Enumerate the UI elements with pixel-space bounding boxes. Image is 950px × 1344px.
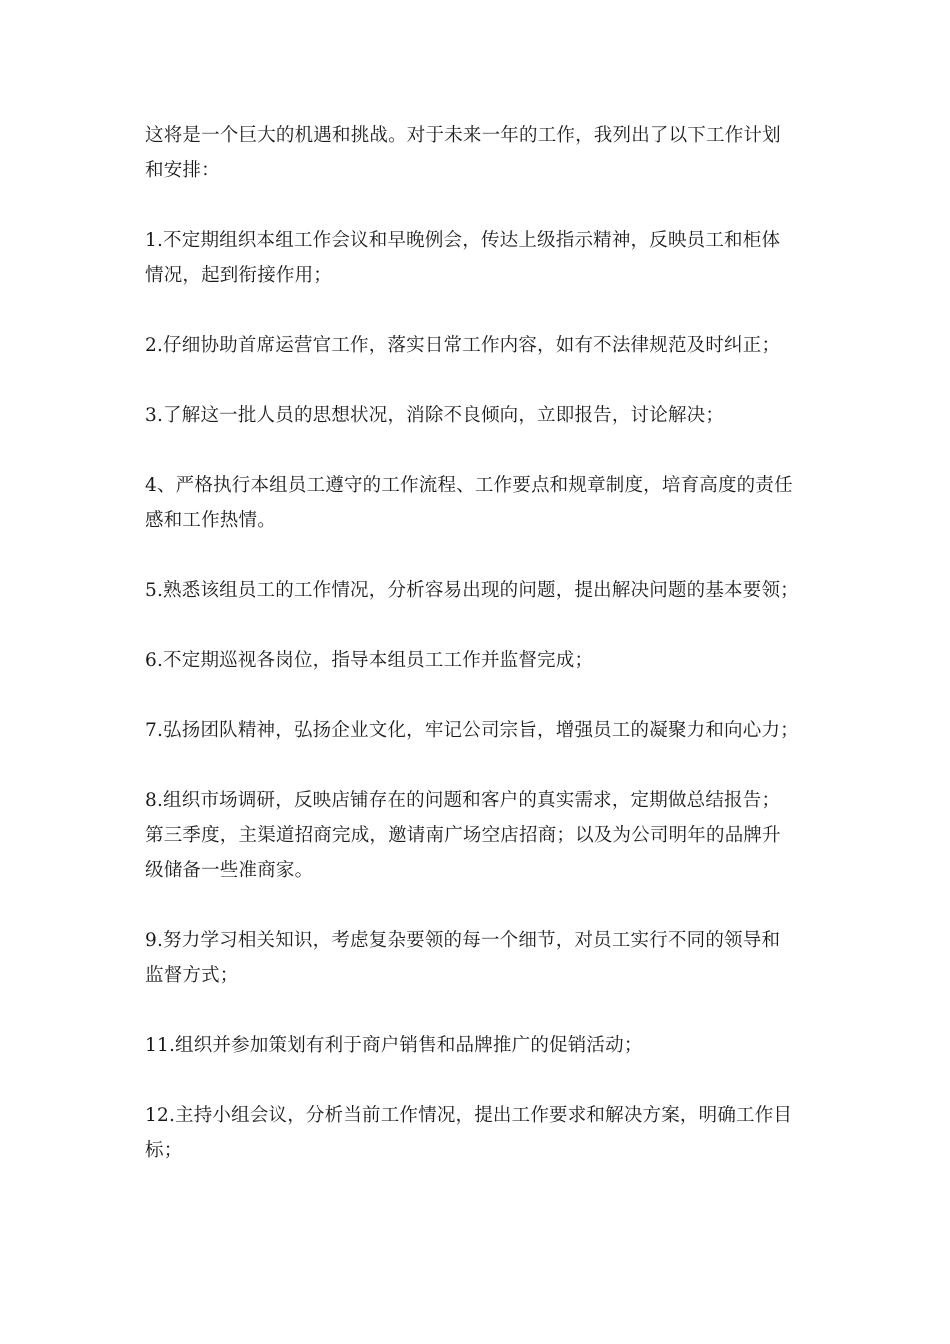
text-line: 8.组织市场调研，反映店铺存在的问题和客户的真实需求，定期做总结报告； bbox=[145, 790, 781, 811]
text-line: 2.仔细协助首席运营官工作，落实日常工作内容，如有不法律规范及时纠正； bbox=[145, 335, 781, 356]
text-line: 情况，起到衔接作用； bbox=[145, 265, 333, 286]
paragraph-item-6 bbox=[145, 643, 810, 678]
text-line: 标； bbox=[145, 1140, 183, 1161]
text-line: 12.主持小组会议，分析当前工作情况，提出工作要求和解决方案，明确工作目 bbox=[145, 1105, 793, 1126]
text-line: 第三季度，主渠道招商完成，邀请南广场空店招商；以及为公司明年的品牌升 bbox=[145, 825, 781, 846]
text-line: 感和工作热情。 bbox=[145, 510, 276, 531]
text-line: 级储备一些准商家。 bbox=[145, 860, 314, 881]
text-line: 1.不定期组织本组工作会议和早晚例会，传达上级指示精神，反映员工和柜体 bbox=[145, 230, 781, 251]
text-line: 7.弘扬团队精神，弘扬企业文化，牢记公司宗旨，增强员工的凝聚力和向心力； bbox=[145, 720, 799, 741]
paragraph-item-8 bbox=[145, 783, 810, 888]
paragraph-item-1 bbox=[145, 223, 810, 293]
paragraph-item-5 bbox=[145, 573, 810, 608]
paragraph-item-4 bbox=[145, 468, 810, 538]
paragraph-item-3 bbox=[145, 398, 810, 433]
text-line: 4、严格执行本组员工遵守的工作流程、工作要点和规章制度，培育高度的责任 bbox=[145, 475, 793, 496]
text-line: 11.组织并参加策划有利于商户销售和品牌推广的促销活动； bbox=[145, 1035, 643, 1056]
text-line: 和安排： bbox=[145, 160, 220, 181]
text-line: 这将是一个巨大的机遇和挑战。对于未来一年的工作，我列出了以下工作计划 bbox=[145, 125, 781, 146]
text-line: 9.努力学习相关知识，考虑复杂要领的每一个细节，对员工实行不同的领导和 bbox=[145, 930, 781, 951]
text-line: 3.了解这一批人员的思想状况，消除不良倾向，立即报告，讨论解决； bbox=[145, 405, 725, 426]
paragraph-item-9 bbox=[145, 923, 810, 993]
paragraph-item-12 bbox=[145, 1098, 810, 1168]
document-body bbox=[145, 118, 810, 1203]
text-line: 5.熟悉该组员工的工作情况，分析容易出现的问题，提出解决问题的基本要领； bbox=[145, 580, 799, 601]
text-line: 6.不定期巡视各岗位，指导本组员工工作并监督完成； bbox=[145, 650, 594, 671]
paragraph-item-7 bbox=[145, 713, 810, 748]
paragraph-item-2 bbox=[145, 328, 810, 363]
paragraph-item-11 bbox=[145, 1028, 810, 1063]
paragraph-intro bbox=[145, 118, 810, 188]
text-line: 监督方式； bbox=[145, 965, 239, 986]
